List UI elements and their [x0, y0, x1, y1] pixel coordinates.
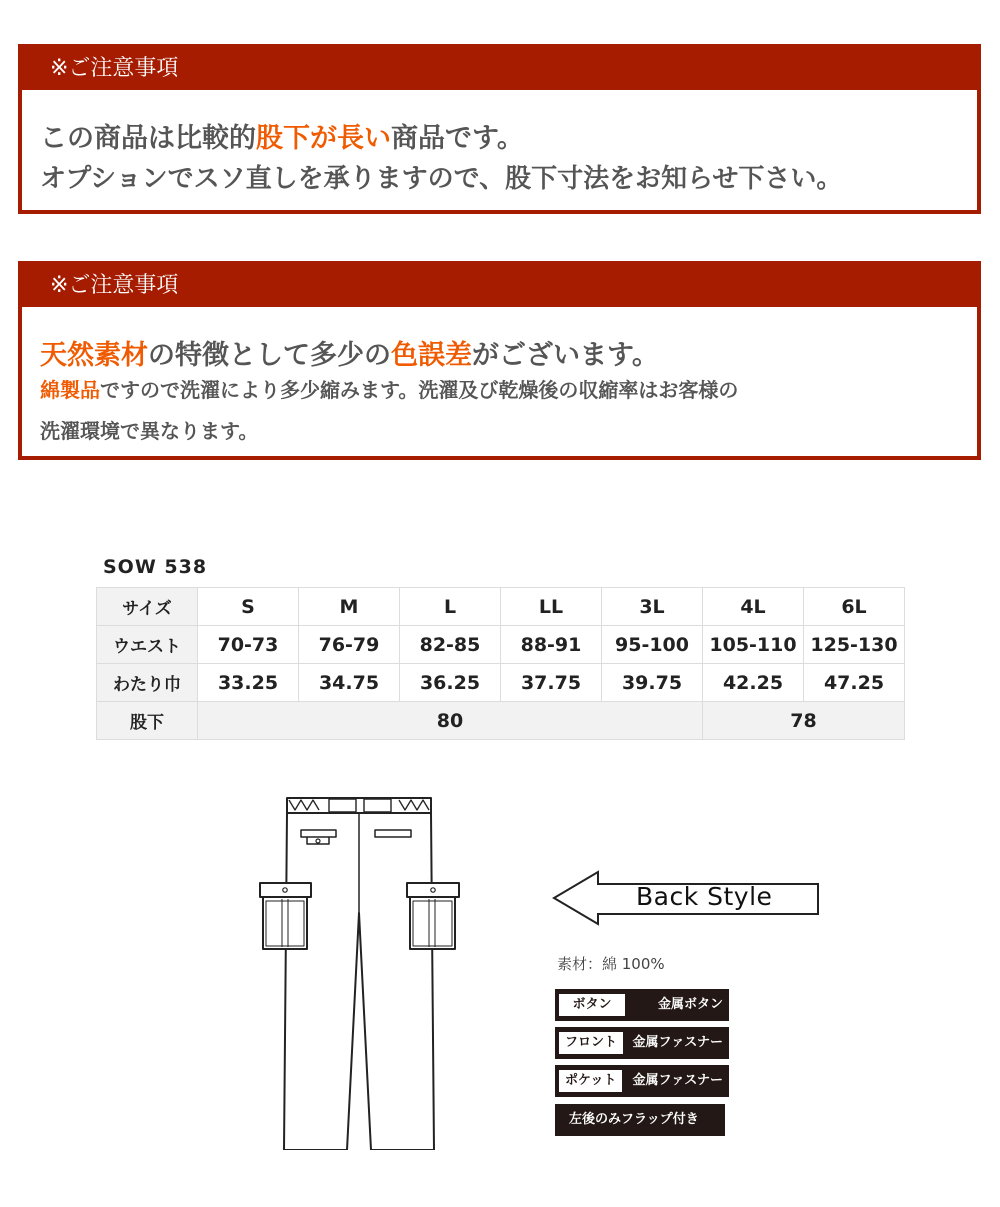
notice-box-inseam — [18, 44, 981, 214]
pants-back-illustration — [255, 795, 483, 1150]
spec-value: 金属ボタン — [657, 997, 723, 1012]
inseam-cell: 78 — [703, 702, 905, 740]
thigh-cell: 34.75 — [299, 664, 400, 702]
waist-cell: 70-73 — [198, 626, 299, 664]
table-row-waist — [97, 626, 905, 664]
spec-value: 金属ファスナー — [632, 1073, 723, 1088]
row-label: わたり巾 — [97, 664, 198, 702]
thigh-cell: 39.75 — [602, 664, 703, 702]
notice-heading: ※ご注意事項 — [22, 265, 977, 307]
row-label: サイズ — [97, 588, 198, 626]
notice-text-line: 洗濯環境で異なります。 — [40, 419, 259, 443]
body-text: この商品は比較的 — [40, 123, 256, 154]
body-text: ですので洗濯により多少縮みます。洗濯及び乾燥後の収縮率はお客様の — [100, 378, 739, 402]
table-row-inseam — [97, 702, 905, 740]
row-label: ウエスト — [97, 626, 198, 664]
size-cell: L — [400, 588, 501, 626]
size-table — [96, 587, 905, 740]
thigh-cell: 42.25 — [703, 664, 804, 702]
thigh-cell: 37.75 — [501, 664, 602, 702]
size-cell: M — [299, 588, 400, 626]
thigh-cell: 36.25 — [400, 664, 501, 702]
highlight-text: 色誤差 — [391, 340, 472, 371]
spec-flap-note — [555, 1104, 725, 1136]
spec-front — [555, 1027, 729, 1059]
table-row-size — [97, 588, 905, 626]
waist-cell: 95-100 — [602, 626, 703, 664]
spec-note: 左後のみフラップ付き — [569, 1112, 699, 1127]
waist-cell: 76-79 — [299, 626, 400, 664]
waist-cell: 105-110 — [703, 626, 804, 664]
highlight-text: 綿製品 — [40, 378, 100, 402]
size-cell: S — [198, 588, 299, 626]
body-text: がございます。 — [472, 340, 659, 371]
thigh-cell: 33.25 — [198, 664, 299, 702]
highlight-text: 天然素材 — [40, 340, 148, 371]
notice-text-line — [40, 374, 738, 403]
waist-cell: 88-91 — [501, 626, 602, 664]
spec-key: ボタン — [559, 994, 625, 1016]
highlight-text: 股下が長い — [256, 123, 391, 154]
spec-key: ポケット — [559, 1070, 622, 1092]
spec-pocket — [555, 1065, 729, 1097]
notice-text-line: オプションでスソ直しを承りますので、股下寸法をお知らせ下さい。 — [40, 164, 843, 194]
notice-heading: ※ご注意事項 — [22, 48, 977, 90]
notice-box-material — [18, 261, 981, 460]
material-text: 素材：綿 100% — [557, 955, 665, 973]
spec-button — [555, 989, 729, 1021]
thigh-cell: 47.25 — [804, 664, 905, 702]
notice-text-line — [40, 333, 659, 372]
model-number: SOW 538 — [103, 556, 208, 578]
spec-value: 金属ファスナー — [632, 1035, 723, 1050]
waist-cell: 82-85 — [400, 626, 501, 664]
spec-key: フロント — [559, 1032, 623, 1054]
size-cell: LL — [501, 588, 602, 626]
row-label: 股下 — [97, 702, 198, 740]
size-cell: 4L — [703, 588, 804, 626]
body-text: 商品です。 — [391, 123, 524, 154]
back-style-label: Back Style — [636, 882, 773, 911]
waist-cell: 125-130 — [804, 626, 905, 664]
body-text: の特徴として多少の — [148, 340, 391, 371]
size-cell: 6L — [804, 588, 905, 626]
table-row-thigh — [97, 664, 905, 702]
inseam-cell: 80 — [198, 702, 703, 740]
notice-text-line — [40, 116, 524, 155]
size-cell: 3L — [602, 588, 703, 626]
